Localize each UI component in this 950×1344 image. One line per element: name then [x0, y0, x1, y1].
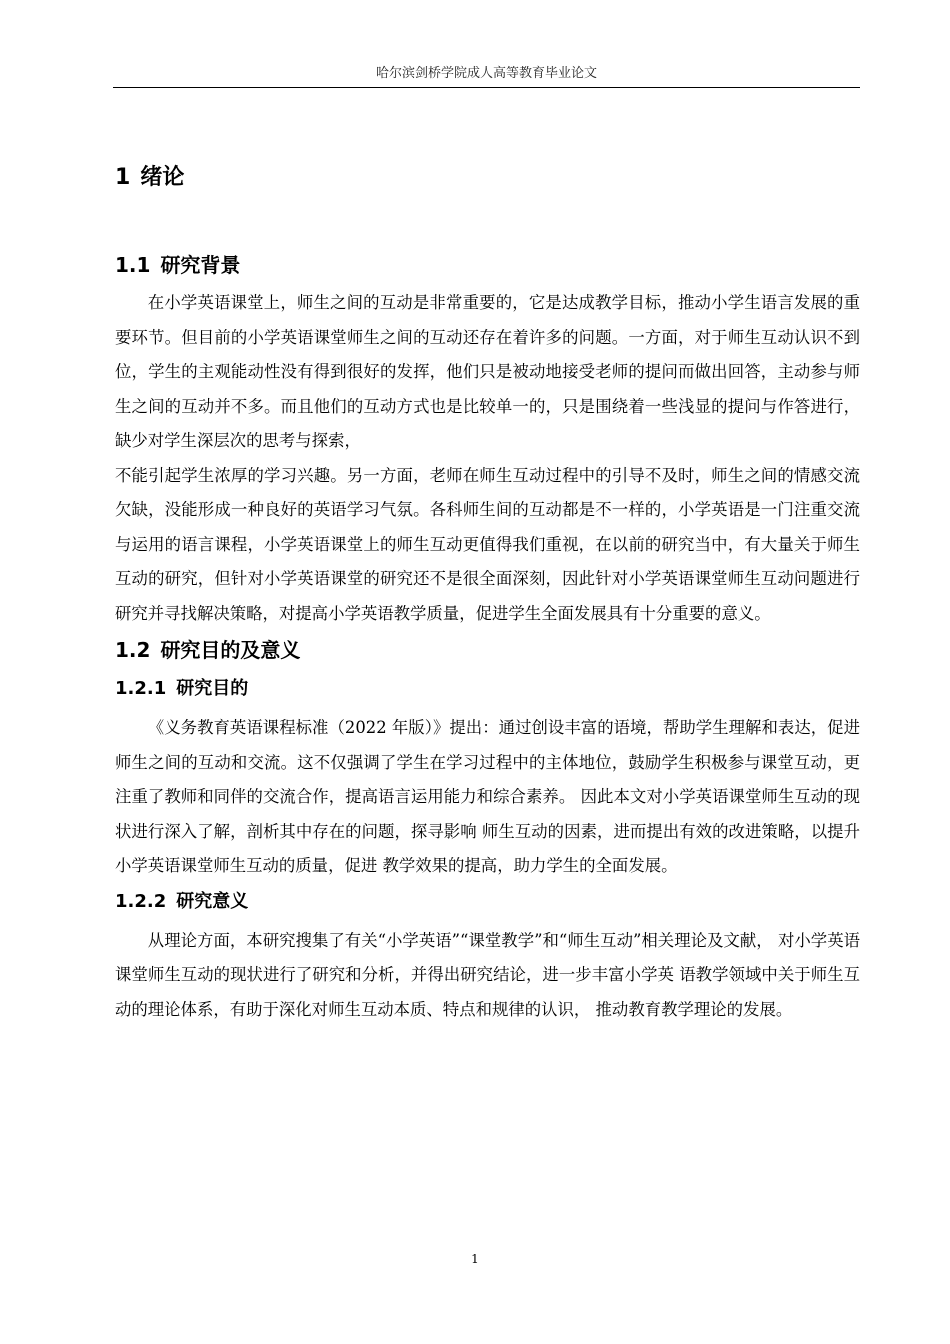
subsection-title: 研究目的 — [176, 678, 249, 699]
subsection-number: 1.2.1 — [115, 678, 167, 699]
section-heading-1-2 — [115, 633, 860, 667]
section-title: 研究目的及意义 — [160, 638, 301, 662]
header-rule — [113, 87, 860, 88]
page-content — [115, 160, 860, 1027]
section-number: 1.2 — [115, 638, 151, 662]
paragraph-background-2: 不能引起学生浓厚的学习兴趣。另一方面，老师在师生互动过程中的引导不及时，师生之间的情感交流欠缺，没能形成一种良好的英语学习气氛。各科师生间的互动都是不一样的，小学英语是一门注重交流与运用的语言课程，小学英语课堂上的师生互动更值得我们重视，在以前的研究当中，有大量关于师生互动的研究，但针对小学英语课堂的研究还不是很全面深刻，因此针对小学英语课堂师生互动问题进行研究并寻找解决策略，对提高小学英语教学质量，促进学生全面发展具有十分重要的意义。 — [115, 465, 860, 623]
subsection-heading-1-2-1 — [115, 673, 860, 705]
chapter-number: 1 — [115, 165, 131, 190]
running-header: 哈尔滨剑桥学院成人高等教育毕业论文 — [375, 66, 597, 81]
page-number: 1 — [471, 1252, 479, 1266]
subsection-heading-1-2-2 — [115, 886, 860, 918]
paragraph-background-1: 在小学英语课堂上，师生之间的互动是非常重要的，它是达成教学目标，推动小学生语言发展的重要环节。但目前的小学英语课堂师生之间的互动还存在着许多的问题。一方面，对于师生互动认识不到位，学生的主观能动性没有得到很好的发挥，他们只是被动地接受老师的提问而做出回答，主动参与师生之间的互动并不多。而且他们的互动方式也是比较单一的，只是围绕着一些浅显的提问与作答进行，缺少对学生深层次的思考与探索， — [115, 293, 860, 450]
subsection-number: 1.2.2 — [115, 890, 167, 912]
section-number: 1.1 — [115, 253, 151, 277]
chapter-title: 绪论 — [140, 165, 185, 190]
chapter-heading — [115, 160, 860, 196]
subsection-title: 研究意义 — [176, 890, 249, 912]
section-title: 研究背景 — [160, 253, 241, 277]
paragraph-purpose: 《义务教育英语课程标准（2022 年版）》提出：通过创设丰富的语境，帮助学生理解和表达，促进师生之间的互动和交流。这不仅强调了学生在学习过程中的主体地位，鼓励学生积极参与课堂互动，更注重了教师和同伴的交流合作，提高语言运用能力和综合素养。 因此本文对小学英语课堂师生互动的现状进行深入了解，剖析其中存在的问题，探寻影响 师生互动的因素，进而提出有效的改进策略，以提升小学英语课堂师生互动的质量，促进 教学效果的提高，助力学生的全面发展。 — [115, 718, 860, 875]
paragraph-significance: 从理论方面，本研究搜集了有关“小学英语”“课堂教学”和“师生互动”相关理论及文献， 对小学英语课堂师生互动的现状进行了研究和分析，并得出研究结论，进一步丰富小学英 语教学领域中关于师生互动的理论体系，有助于深化对师生互动本质、特点和规律的认识， 推动教育教学理论的发展。 — [115, 930, 860, 1019]
section-heading-1-1 — [115, 248, 860, 282]
